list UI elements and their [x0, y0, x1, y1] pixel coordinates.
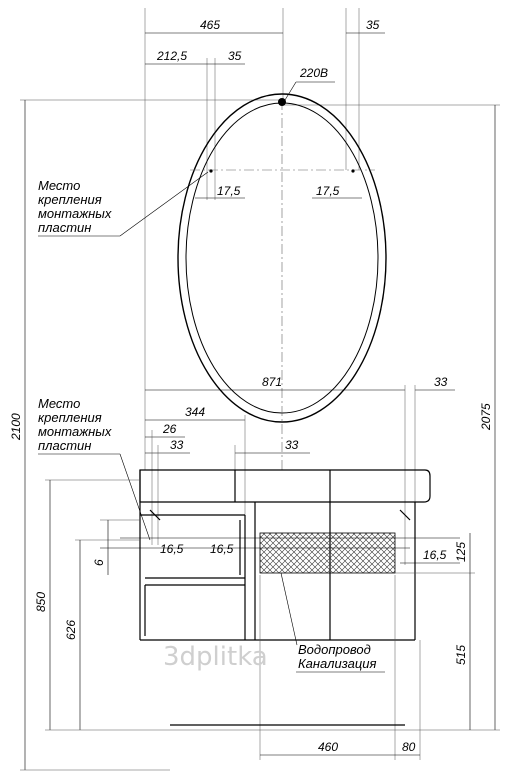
- cabinet-plates-note: [38, 396, 150, 540]
- cabinet-left-section-label: 344: [185, 405, 206, 419]
- mirror-plate-left-mark: [209, 169, 212, 172]
- mirror-plate-left-label: 17,5: [217, 184, 241, 198]
- mirror-height-dimension: [283, 105, 500, 730]
- mirror-width-dimension: [145, 18, 283, 33]
- cabinet-right-overhang-label: 33: [434, 375, 448, 389]
- note-line: Место: [38, 396, 81, 411]
- cabinet-mid-gap-label: 33: [285, 438, 299, 452]
- cabinet-plate-right-label: 16,5: [423, 548, 447, 562]
- note-line: Место: [38, 178, 81, 193]
- mirror-plate-right-mark: [351, 169, 354, 172]
- mirror-width-label: 465: [200, 18, 221, 32]
- power-label: 220В: [300, 66, 329, 80]
- mirror-right-offset-label: 35: [366, 18, 380, 32]
- power-outlet-icon: [278, 98, 286, 106]
- right-height-dimensions: [395, 533, 475, 730]
- mirror-plate-right-label: 17,5: [316, 184, 340, 198]
- zone-right-label: 80: [402, 740, 416, 754]
- note-line: монтажных: [38, 424, 112, 439]
- plumbing-note-line: Водопровод: [298, 642, 371, 657]
- cabinet-left-edge-label: 26: [163, 422, 177, 436]
- cabinet-plate-left-label: 16,5: [160, 542, 184, 556]
- plate-height-label: 6: [92, 559, 106, 566]
- mirror-plates-note: [38, 172, 208, 236]
- zone-width-label: 460: [318, 740, 339, 754]
- mirror-left-half-dimension: [145, 49, 245, 64]
- left-height-dimensions: [34, 480, 500, 730]
- note-line: монтажных: [38, 206, 112, 221]
- mirror-right-offset-dimension: [346, 18, 385, 33]
- zone-bottom-label: 515: [454, 644, 468, 665]
- note-line: пластин: [38, 220, 92, 235]
- cabinet-width-label: 871: [262, 375, 283, 389]
- total-height-label: 2100: [9, 413, 23, 440]
- plumbing-note-line: Канализация: [298, 656, 377, 671]
- cabinet-left-gap-label: 33: [170, 438, 184, 452]
- mirror-left-half-label: 212,5: [157, 49, 188, 63]
- watermark: 3dplitka: [163, 642, 268, 672]
- cabinet-left-dimensions: [145, 405, 310, 640]
- zone-height-label: 125: [454, 541, 468, 562]
- note-line: крепления: [38, 410, 102, 425]
- note-line: крепления: [38, 192, 102, 207]
- bottom-height-label: 626: [64, 619, 78, 640]
- oval-mirror: [178, 66, 386, 470]
- install-height-label: 850: [34, 591, 48, 612]
- plumbing-zone: [100, 533, 460, 672]
- mirror-left-offset-label: 35: [228, 49, 242, 63]
- note-line: пластин: [38, 438, 92, 453]
- mirror-height-label: 2075: [479, 403, 493, 430]
- cabinet-plate-mid-label: 16,5: [210, 542, 234, 556]
